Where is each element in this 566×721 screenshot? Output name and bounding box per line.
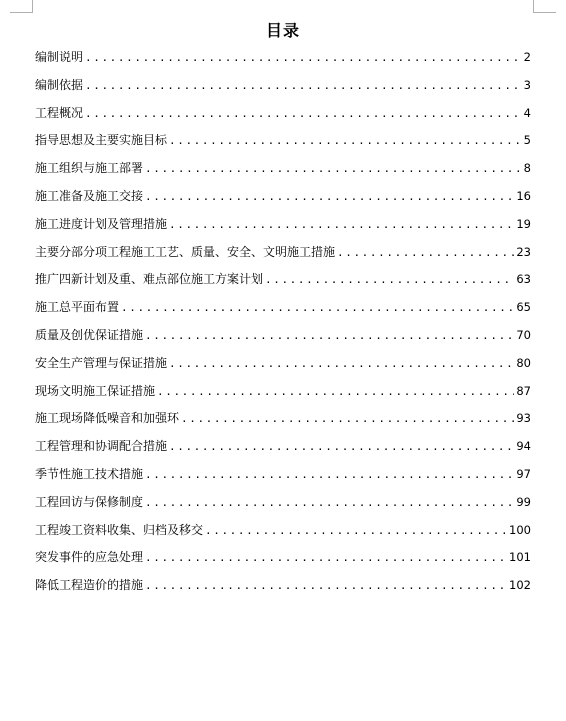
toc-dot-leader [145, 326, 514, 346]
toc-entry[interactable] [35, 381, 531, 409]
toc-entry-title: 降低工程造价的措施 [35, 578, 144, 593]
toc-dot-leader [85, 48, 521, 68]
toc-entry-title: 施工组织与施工部署 [35, 161, 144, 176]
toc-entry[interactable] [35, 464, 531, 492]
toc-entry[interactable] [35, 492, 531, 520]
toc-entry-title: 工程回访与保修制度 [35, 494, 144, 509]
toc-entry[interactable] [35, 214, 531, 242]
toc-dot-leader [145, 493, 514, 513]
toc-entry-title: 季节性施工技术措施 [35, 466, 144, 481]
toc-entry[interactable] [35, 103, 531, 131]
toc-entry-title: 施工进度计划及管理措施 [35, 216, 168, 231]
toc-page-number: 99 [516, 494, 531, 509]
toc-dot-leader [85, 76, 521, 96]
toc-entry-title: 编制依据 [35, 77, 84, 92]
toc-entry[interactable] [35, 47, 531, 75]
toc-entry-title: 施工总平面布置 [35, 300, 120, 315]
crop-mark-top-left [10, 0, 33, 13]
toc-entry[interactable] [35, 353, 531, 381]
toc-entry-title: 工程管理和协调配合措施 [35, 439, 168, 454]
toc-entry-title: 质量及创优保证措施 [35, 327, 144, 342]
toc-page-number: 70 [516, 327, 531, 342]
toc-entry[interactable] [35, 408, 531, 436]
toc-entry[interactable] [35, 325, 531, 353]
toc-page-number: 8 [523, 161, 531, 176]
crop-mark-top-right [533, 0, 556, 13]
toc-dot-leader [145, 465, 514, 485]
toc-entry-title: 突发事件的应急处理 [35, 550, 144, 565]
toc-entry-title: 工程概况 [35, 105, 84, 120]
toc-entry[interactable] [35, 297, 531, 325]
toc-entry[interactable] [35, 186, 531, 214]
toc-entry[interactable] [35, 436, 531, 464]
toc-entry-title: 施工准备及施工交接 [35, 188, 144, 203]
toc-page-number: 5 [523, 133, 531, 148]
toc-entry[interactable] [35, 520, 531, 548]
toc-entry-title: 主要分部分项工程施工工艺、质量、安全、文明施工措施 [35, 244, 336, 259]
toc-entry[interactable] [35, 158, 531, 186]
toc-dot-leader [85, 104, 521, 124]
toc-page-number: 87 [516, 383, 531, 398]
toc-page-number: 23 [516, 244, 531, 259]
toc-entry-title: 工程竣工资料收集、归档及移交 [35, 522, 204, 537]
toc-page-number: 80 [516, 355, 531, 370]
toc-page-number: 102 [509, 578, 531, 593]
toc-page-number: 93 [516, 411, 531, 426]
toc-dot-leader [169, 215, 514, 235]
toc-page-number: 65 [516, 300, 531, 315]
toc-page-number: 101 [509, 550, 531, 565]
toc-dot-leader [121, 298, 514, 318]
toc-page-number: 2 [523, 50, 531, 64]
toc-dot-leader [169, 437, 514, 457]
toc-entry-title: 施工现场降低噪音和加强环 [35, 411, 180, 426]
toc-entry[interactable] [35, 575, 531, 603]
toc-dot-leader [145, 187, 514, 207]
toc-page-number: 4 [523, 105, 531, 120]
toc-entry[interactable] [35, 547, 531, 575]
toc-page-number: 100 [509, 522, 531, 537]
toc-dot-leader [145, 548, 507, 568]
toc-entry-title: 指导思想及主要实施目标 [35, 133, 168, 148]
toc-entry[interactable] [35, 269, 531, 297]
toc-dot-leader [169, 354, 514, 374]
toc-dot-leader [265, 270, 514, 290]
toc-entry-title: 编制说明 [35, 50, 84, 64]
toc-dot-leader [205, 521, 507, 541]
toc-entry[interactable] [35, 75, 531, 103]
table-of-contents [35, 47, 531, 603]
toc-dot-leader [181, 409, 514, 429]
toc-entry-title: 推广四新计划及重、难点部位施工方案计划 [35, 272, 264, 287]
toc-entry-title: 安全生产管理与保证措施 [35, 355, 168, 370]
toc-page-number: 3 [523, 77, 531, 92]
toc-dot-leader [169, 131, 521, 151]
toc-page-number: 63 [516, 272, 531, 287]
toc-dot-leader [157, 382, 514, 402]
toc-page-number: 16 [516, 188, 531, 203]
toc-entry-title: 现场文明施工保证措施 [35, 383, 156, 398]
toc-dot-leader [337, 243, 514, 263]
toc-dot-leader [145, 159, 521, 179]
toc-dot-leader [145, 576, 507, 596]
toc-page-number: 94 [516, 439, 531, 454]
toc-entry[interactable] [35, 242, 531, 270]
toc-page-number: 19 [516, 216, 531, 231]
toc-page-number: 97 [516, 466, 531, 481]
document-title: 目录 [265, 21, 300, 40]
toc-entry[interactable] [35, 130, 531, 158]
